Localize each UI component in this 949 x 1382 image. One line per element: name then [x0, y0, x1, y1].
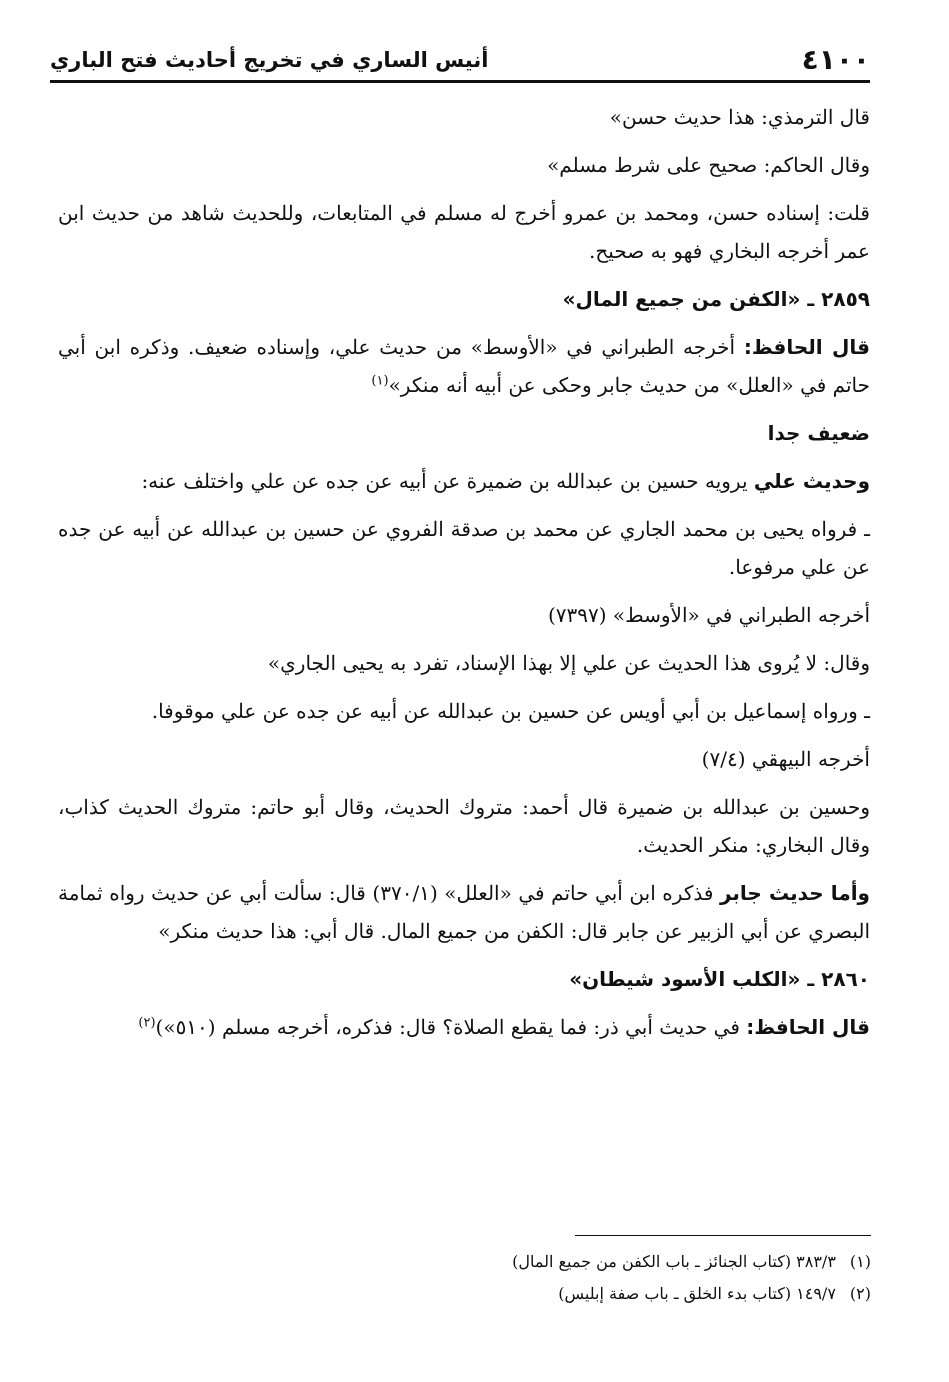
- paragraph: قال الحافظ: في حديث أبي ذر: فما يقطع الصلاة؟ قال: فذكره، أخرجه مسلم (٥١٠»)$^{(٢)}$: [138, 1015, 870, 1039]
- page-number: ٤١٠٠: [801, 43, 870, 76]
- footnote-ref: (١): [371, 373, 389, 389]
- paragraph: وحديث علي يرويه حسين بن عبدالله بن ضميرة عن أبيه عن جده عن علي واختلف عنه:: [141, 469, 870, 493]
- grading-heading: ضعيف جدا: [767, 421, 870, 445]
- lead-phrase: قال الحافظ:: [743, 335, 870, 359]
- paragraph: وقال: لا يُروى هذا الحديث عن علي إلا بهذا الإسناد، تفرد به يحيى الجاري»: [267, 651, 870, 675]
- footnote-number: (١): [849, 1252, 871, 1271]
- paragraph: قال الترمذي: هذا حديث حسن»: [609, 105, 870, 129]
- paragraph: أخرجه البيهقي (٧/٤): [701, 747, 870, 771]
- footnote-item: [271, 1246, 871, 1278]
- lead-phrase: وأما حديث جابر: [719, 881, 870, 905]
- paragraph: وحسين بن عبدالله بن ضميرة قال أحمد: متروك الحديث، وقال أبو حاتم: متروك الحديث كذاب، وقال البخاري: منكر الحديث.: [58, 795, 870, 857]
- hadith-heading-2860: ٢٨٦٠ ـ «الكلب الأسود شيطان»: [569, 967, 870, 991]
- footnotes: [271, 1246, 871, 1310]
- footnote-number: (٢): [849, 1284, 871, 1303]
- paragraph: قلت: إسناده حسن، ومحمد بن عمرو أخرج له مسلم في المتابعات، وللحديث شاهد من حديث ابن عمر أخرجه البخاري فهو به صحيح.: [58, 201, 870, 263]
- footnote-text: ٣٨٣/٣ (كتاب الجنائز ـ باب الكفن من جميع المال): [512, 1252, 836, 1271]
- footnote-item: [271, 1278, 871, 1310]
- hadith-heading-2859: ٢٨٥٩ ـ «الكفن من جميع المال»: [562, 287, 870, 311]
- paragraph: وقال الحاكم: صحيح على شرط مسلم»: [547, 153, 870, 177]
- paragraph: قال الحافظ: أخرجه الطبراني في «الأوسط» من حديث علي، وإسناده ضعيف. وذكره ابن أبي حاتم في «العلل» من حديث جابر وحكى عن أبيه أنه منكر»$^{(١)}$: [58, 335, 870, 397]
- paragraph: وأما حديث جابر فذكره ابن أبي حاتم في «العلل» (٣٧٠/١) قال: سألت أبي عن حديث رواه ثمامة البصري عن أبي الزبير عن جابر قال: الكفن من جميع المال. قال أبي: هذا حديث منكر»: [58, 881, 870, 943]
- footnote-ref: (٢): [138, 1015, 156, 1031]
- page-header: [50, 36, 870, 83]
- paragraph: ـ فرواه يحيى بن محمد الجاري عن محمد بن صدقة الفروي عن حسين بن عبدالله عن أبيه عن جده عن علي مرفوعا.: [58, 517, 870, 579]
- lead-phrase: قال الحافظ:: [746, 1015, 870, 1039]
- running-title: أنيس الساري في تخريج أحاديث فتح الباري: [50, 48, 489, 72]
- paragraph: ـ ورواه إسماعيل بن أبي أويس عن حسين بن عبدالله عن أبيه عن جده عن علي موقوفا.: [151, 699, 870, 723]
- paragraph: أخرجه الطبراني في «الأوسط» (٧٣٩٧): [547, 603, 870, 627]
- body-text: [58, 98, 870, 1056]
- footnote-text: ١٤٩/٧ (كتاب بدء الخلق ـ باب صفة إبليس): [558, 1284, 836, 1303]
- lead-phrase: وحديث علي: [753, 469, 870, 493]
- footnote-divider: [575, 1235, 871, 1236]
